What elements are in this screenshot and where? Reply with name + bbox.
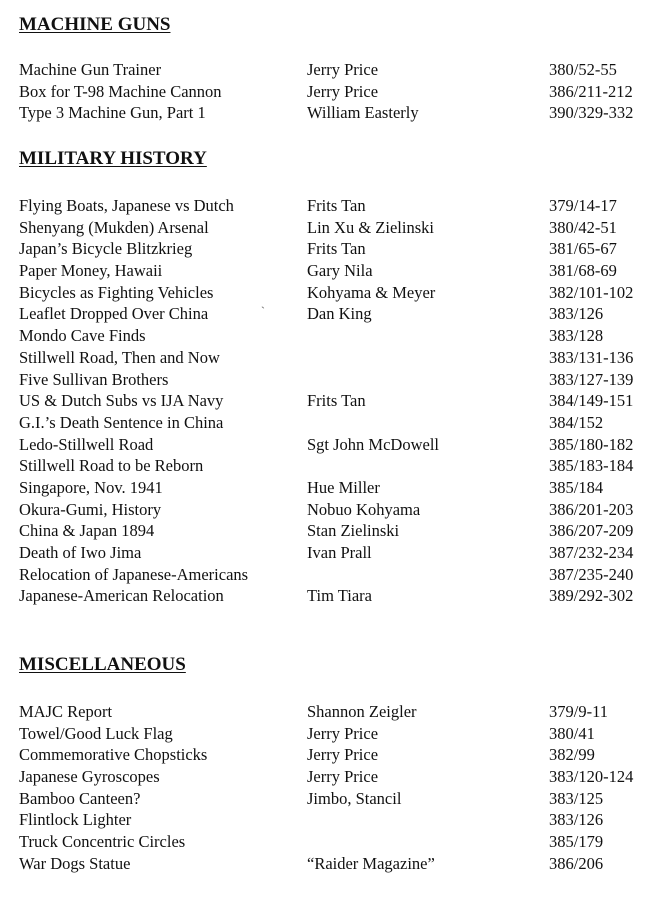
article-author: Ivan Prall	[307, 543, 372, 562]
section-military-history	[0, 195, 657, 607]
article-author: “Raider Magazine”	[307, 853, 435, 873]
issue-page-ref: 386/206	[549, 853, 604, 873]
article-title: Flying Boats, Japanese vs Dutch	[19, 196, 234, 215]
issue-page-ref: 384/152	[549, 412, 604, 432]
article-author: Dan King	[307, 304, 372, 324]
article-title: Relocation of Japanese-Americans	[19, 564, 249, 584]
index-row	[0, 455, 657, 477]
article-author: Frits Tan	[307, 391, 366, 411]
index-row	[0, 303, 657, 325]
index-row	[0, 217, 657, 239]
article-title: Death of Iwo Jima	[19, 543, 142, 562]
article-author: Kohyama & Meyer	[307, 282, 436, 302]
index-row	[0, 701, 657, 723]
article-title: Ledo-Stillwell Road	[19, 434, 154, 454]
index-row	[0, 477, 657, 499]
article-author: Jerry Price	[307, 723, 379, 743]
article-author: William Easterly	[307, 103, 419, 123]
article-title: Stillwell Road to be Reborn	[19, 456, 204, 476]
stray-mark: `	[261, 304, 265, 318]
article-author: Lin Xu & Zielinski	[307, 217, 434, 237]
section-heading-machine-guns: MACHINE GUNS	[19, 14, 171, 35]
index-row	[0, 195, 657, 217]
section-machine-guns	[0, 59, 657, 124]
section-heading-miscellaneous: MISCELLANEOUS	[19, 654, 186, 675]
issue-page-ref: 389/292-302	[549, 586, 634, 606]
index-row	[0, 542, 657, 564]
index-row	[0, 347, 657, 369]
index-row	[0, 499, 657, 521]
article-author: Jimbo, Stancil	[307, 788, 402, 808]
issue-page-ref: 382/101-102	[549, 282, 634, 302]
index-row	[0, 412, 657, 434]
index-row	[0, 59, 657, 81]
article-title: Japanese-American Relocation	[19, 586, 224, 606]
issue-page-ref: 386/201-203	[549, 499, 634, 519]
issue-page-ref: 385/184	[549, 477, 604, 497]
article-title: Box for T-98 Machine Cannon	[19, 81, 222, 101]
article-title: Stillwell Road, Then and Now	[19, 347, 220, 367]
issue-page-ref: 380/41	[549, 723, 595, 743]
issue-page-ref: 390/329-332	[549, 103, 634, 123]
article-title: MAJC Report	[19, 702, 113, 721]
index-row	[0, 238, 657, 260]
index-row	[0, 788, 657, 810]
article-title: Five Sullivan Brothers	[19, 369, 169, 389]
issue-page-ref: 383/125	[549, 788, 604, 808]
index-row	[0, 809, 657, 831]
article-author: Frits Tan	[307, 196, 366, 215]
article-title: Paper Money, Hawaii	[19, 261, 163, 281]
article-author: Tim Tiara	[307, 586, 372, 606]
article-author: Jerry Price	[307, 767, 379, 787]
issue-page-ref: 383/128	[549, 326, 604, 346]
index-row	[0, 390, 657, 412]
article-title: G.I.’s Death Sentence in China	[19, 412, 224, 432]
article-author: Stan Zielinski	[307, 521, 400, 541]
article-author: Jerry Price	[307, 60, 379, 79]
article-author: Jerry Price	[307, 745, 379, 765]
article-title: Commemorative Chopsticks	[19, 745, 208, 765]
index-row	[0, 282, 657, 304]
article-title: Machine Gun Trainer	[19, 60, 162, 79]
issue-page-ref: 386/207-209	[549, 521, 634, 541]
issue-page-ref: 384/149-151	[549, 391, 634, 411]
index-row	[0, 853, 657, 875]
issue-page-ref: 380/52-55	[549, 60, 617, 79]
issue-page-ref: 385/180-182	[549, 434, 634, 454]
index-row	[0, 102, 657, 124]
issue-page-ref: 383/126	[549, 304, 604, 324]
issue-page-ref: 387/232-234	[549, 543, 634, 562]
issue-page-ref: 383/131-136	[549, 347, 634, 367]
issue-page-ref: 385/183-184	[549, 456, 634, 476]
issue-page-ref: 381/68-69	[549, 261, 617, 281]
issue-page-ref: 383/127-139	[549, 369, 634, 389]
article-title: Shenyang (Mukden) Arsenal	[19, 217, 209, 237]
article-title: Leaflet Dropped Over China	[19, 304, 209, 324]
article-title: China & Japan 1894	[19, 521, 155, 541]
article-title: Bicycles as Fighting Vehicles	[19, 282, 214, 302]
issue-page-ref: 383/120-124	[549, 767, 634, 787]
issue-page-ref: 381/65-67	[549, 239, 617, 259]
index-row	[0, 260, 657, 282]
article-title: Mondo Cave Finds	[19, 326, 146, 346]
article-title: Flintlock Lighter	[19, 810, 132, 830]
article-author: Gary Nila	[307, 261, 373, 281]
index-row	[0, 520, 657, 542]
issue-page-ref: 382/99	[549, 745, 595, 765]
article-author: Jerry Price	[307, 81, 379, 101]
article-author: Shannon Zeigler	[307, 702, 417, 721]
index-row	[0, 766, 657, 788]
article-title: Towel/Good Luck Flag	[19, 723, 173, 743]
article-author: Sgt John McDowell	[307, 434, 439, 454]
index-row	[0, 723, 657, 745]
index-row	[0, 744, 657, 766]
index-row	[0, 325, 657, 347]
article-title: Singapore, Nov. 1941	[19, 477, 163, 497]
issue-page-ref: 385/179	[549, 832, 604, 852]
article-title: Type 3 Machine Gun, Part 1	[19, 103, 206, 123]
issue-page-ref: 383/126	[549, 810, 604, 830]
article-title: Okura-Gumi, History	[19, 499, 162, 519]
issue-page-ref: 379/9-11	[549, 702, 608, 721]
article-author: Frits Tan	[307, 239, 366, 259]
index-row	[0, 585, 657, 607]
article-title: Truck Concentric Circles	[19, 832, 186, 852]
index-row	[0, 81, 657, 103]
issue-page-ref: 386/211-212	[549, 81, 633, 101]
article-title: US & Dutch Subs vs IJA Navy	[19, 391, 224, 411]
index-row	[0, 564, 657, 586]
article-author: Nobuo Kohyama	[307, 499, 421, 519]
article-title: War Dogs Statue	[19, 853, 131, 873]
issue-page-ref: 380/42-51	[549, 217, 617, 237]
section-heading-military-history: MILITARY HISTORY	[19, 148, 207, 169]
article-title: Japanese Gyroscopes	[19, 767, 160, 787]
article-author: Hue Miller	[307, 477, 380, 497]
index-row	[0, 434, 657, 456]
index-row	[0, 369, 657, 391]
issue-page-ref: 387/235-240	[549, 564, 634, 584]
issue-page-ref: 379/14-17	[549, 196, 617, 215]
index-row	[0, 831, 657, 853]
article-title: Bamboo Canteen?	[19, 788, 141, 808]
section-miscellaneous	[0, 701, 657, 875]
article-title: Japan’s Bicycle Blitzkrieg	[19, 239, 193, 259]
